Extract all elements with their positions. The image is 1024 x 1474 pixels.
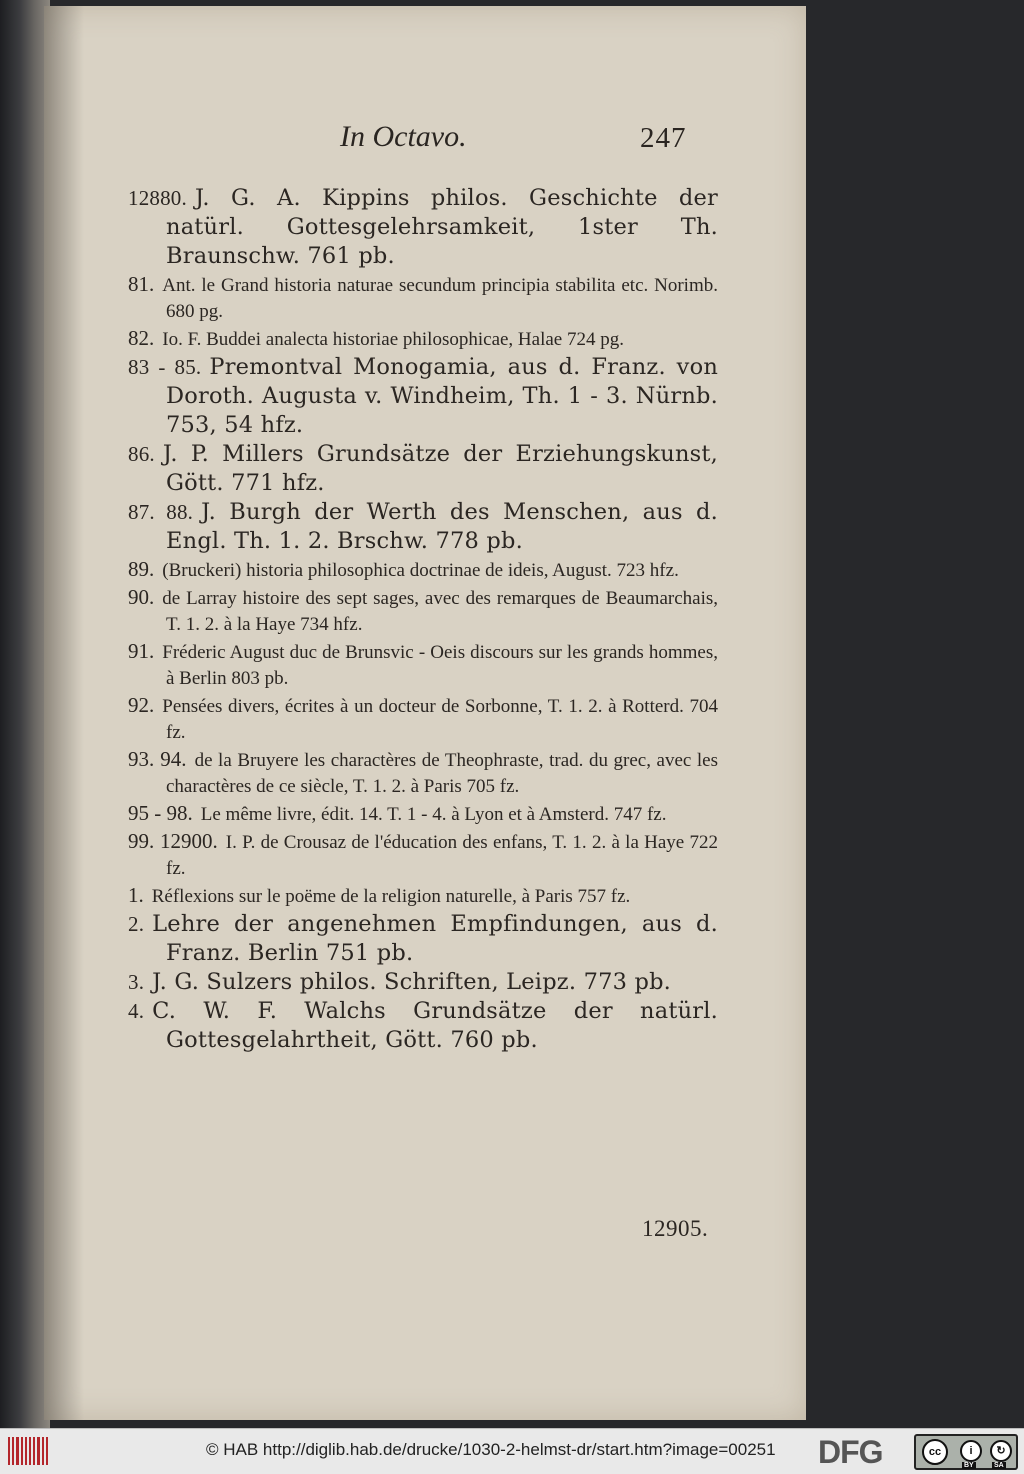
entry-text: Ant. le Grand historia naturae secundum principia stabilita etc. Norimb. 680 pg.	[162, 275, 718, 322]
catalogue-entry	[128, 498, 718, 556]
entry-text: de Larray histoire des sept sages, avec des remarques de Beaumarchais, T. 1. 2. à la Haye 734 hfz.	[162, 588, 718, 635]
attribution-link[interactable]: © HAB http://diglib.hab.de/drucke/1030-2-helmst-dr/start.htm?image=00251	[206, 1440, 776, 1459]
dfg-logo: DFG	[818, 1434, 883, 1470]
catalogue-entry	[128, 968, 718, 997]
entry-text: J. G. Sulzers philos. Schriften, Leipz. 773 pb.	[152, 969, 672, 995]
cc-icon: cc	[922, 1439, 948, 1465]
entry-text: J. G. A. Kippins philos. Geschichte der natürl. Gottesgelehrsamkeit, 1ster Th. Braunschw. 761 pb.	[166, 185, 718, 269]
entry-number: 86.	[128, 442, 155, 466]
entry-text: I. P. de Crousaz de l'éducation des enfans, T. 1. 2. à la Haye 722 fz.	[166, 832, 719, 879]
entry-number: 12880.	[128, 186, 187, 210]
entry-number: 91.	[128, 639, 155, 663]
entry-number: 90.	[128, 585, 155, 609]
catalogue-entry	[128, 746, 718, 800]
entry-number: 89.	[128, 557, 155, 581]
running-head: In Octavo.	[340, 120, 467, 153]
catalogue-entry	[128, 800, 718, 828]
catalogue-entries	[128, 184, 718, 1055]
entry-number: 82.	[128, 326, 155, 350]
entry-number: 95 - 98.	[128, 801, 193, 825]
page-number: 247	[640, 122, 687, 154]
entry-text: C. W. F. Walchs Grundsätze der natürl. Gottesgelahrtheit, Gött. 760 pb.	[152, 998, 718, 1053]
entry-text: Fréderic August duc de Brunsvic - Oeis discours sur les grands hommes, à Berlin 803 pb.	[162, 642, 718, 689]
catalogue-entry	[128, 910, 718, 968]
catalogue-entry	[128, 882, 718, 910]
sa-label: SA	[994, 1462, 1004, 1469]
dark-background	[806, 0, 1024, 1428]
entry-number: 83 - 85.	[128, 355, 202, 379]
entry-number: 99. 12900.	[128, 829, 218, 853]
catalogue-entry	[128, 184, 718, 271]
page-gutter-shadow	[44, 6, 84, 1420]
closing-entry-number: 12905.	[642, 1216, 709, 1241]
entry-text: J. P. Millers Grundsätze der Erziehungskunst, Gött. 771 hfz.	[162, 441, 718, 496]
entry-number: 92.	[128, 693, 155, 717]
viewer-footer	[0, 1428, 1024, 1474]
entry-number: 2.	[128, 912, 145, 936]
entry-text: Io. F. Buddei analecta historiae philosophicae, Halae 724 pg.	[162, 329, 624, 350]
share-alike-icon: ↻	[990, 1440, 1012, 1462]
entry-text: (Bruckeri) historia philosophica doctrinae de ideis, August. 723 hfz.	[162, 560, 679, 581]
entry-number: 4.	[128, 999, 145, 1023]
catalogue-entry	[128, 271, 718, 325]
entry-text: Lehre der angenehmen Empfindungen, aus d. Franz. Berlin 751 pb.	[152, 911, 718, 966]
entry-number: 93. 94.	[128, 747, 187, 771]
book-binding-edge	[0, 0, 50, 1428]
entry-number: 81.	[128, 272, 155, 296]
catalogue-entry	[128, 828, 718, 882]
catalogue-entry	[128, 692, 718, 746]
cc-license-badge[interactable]	[914, 1434, 1018, 1470]
page-header	[44, 120, 806, 160]
catalogue-entry	[128, 353, 718, 440]
entry-text: de la Bruyere les charactères de Theophraste, trad. du grec, avec les charactères de ce siècle, T. 1. 2. à Paris 705 fz.	[166, 750, 718, 797]
entry-number: 3.	[128, 970, 145, 994]
hab-barcode-logo	[8, 1437, 48, 1465]
catalogue-entry	[128, 997, 718, 1055]
catalogue-entry	[128, 440, 718, 498]
by-icon: i	[960, 1440, 982, 1462]
book-page	[44, 6, 806, 1420]
by-label: BY	[964, 1462, 974, 1469]
catalogue-entry	[128, 584, 718, 638]
entry-text: Réflexions sur le poëme de la religion naturelle, à Paris 757 fz.	[151, 886, 631, 907]
catalogue-entry	[128, 325, 718, 353]
catalogue-entry	[128, 556, 718, 584]
entry-text: Le même livre, édit. 14. T. 1 - 4. à Lyon et à Amsterd. 747 fz.	[200, 804, 667, 825]
entry-number: 87. 88.	[128, 500, 194, 524]
catalogue-entry	[128, 638, 718, 692]
entry-text: Premontval Monogamia, aus d. Franz. von Doroth. Augusta v. Windheim, Th. 1 - 3. Nürnb. 753, 54 hfz.	[166, 354, 719, 438]
entry-number: 1.	[128, 883, 144, 907]
entry-text: Pensées divers, écrites à un docteur de Sorbonne, T. 1. 2. à Rotterd. 704 fz.	[162, 696, 718, 743]
entry-text: J. Burgh der Werth des Menschen, aus d. Engl. Th. 1. 2. Brschw. 778 pb.	[166, 499, 718, 554]
